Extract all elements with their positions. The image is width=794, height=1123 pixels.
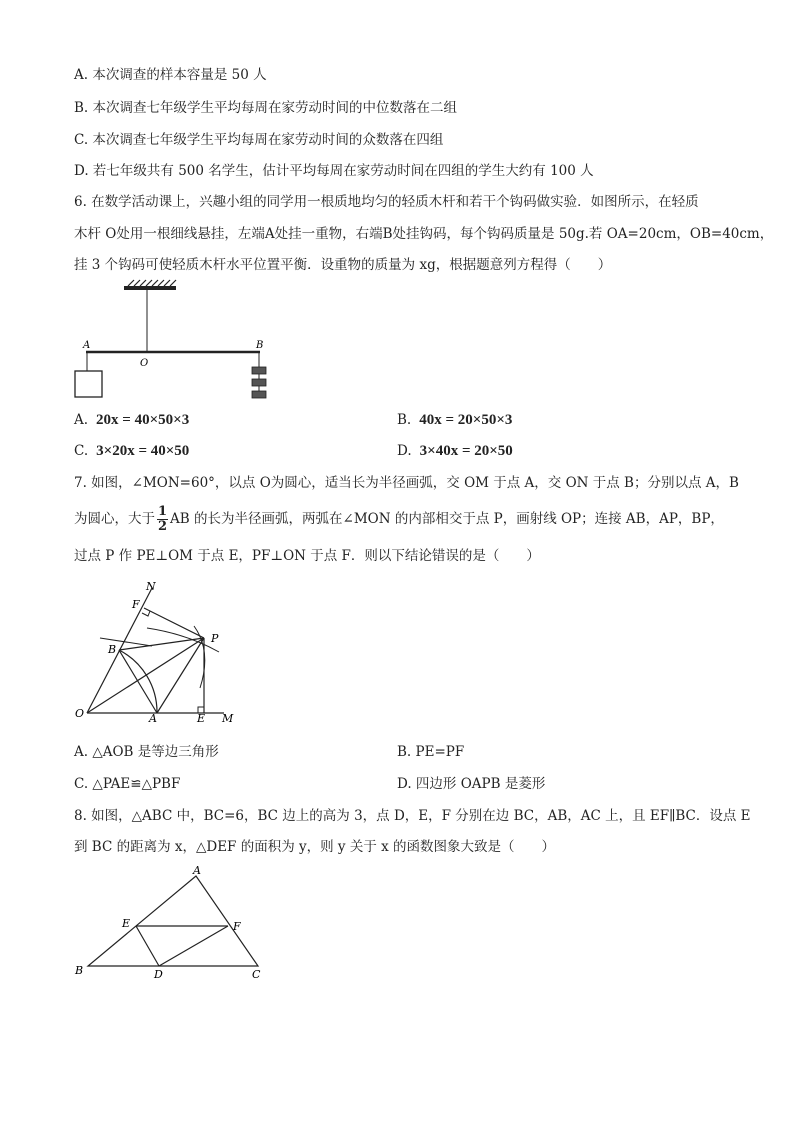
hook-weights: [252, 367, 266, 398]
q5-option-c: C. 本次调查七年级学生平均每周在家劳动时间的众数落在四组: [74, 132, 444, 148]
arc-center-a: [194, 626, 205, 688]
label-a: A: [193, 864, 201, 877]
q6-option-c: [74, 442, 189, 460]
segment-bp: [119, 638, 204, 650]
segment-ap: [157, 638, 204, 713]
q7-angle-figure: [72, 576, 242, 726]
q6-option-c-equation: 3×20x = 40×50: [96, 443, 190, 459]
q5-option-d: D. 若七年级共有 500 名学生，估计平均每周在家劳动时间在四组的学生大约有 100 人: [74, 163, 594, 179]
ceiling-bar: [124, 286, 176, 290]
label-e: E: [122, 917, 131, 930]
q8-stem-line1: 8. 如图，△ABC 中，BC=6，BC 边上的高为 3，点 D，E，F 分别在边 BC，AB，AC 上，且 EF∥BC．设点 E: [74, 808, 751, 824]
heavy-object: [75, 371, 102, 397]
q5-option-b: B. 本次调查七年级学生平均每周在家劳动时间的中位数落在二组: [74, 100, 458, 116]
q8-triangle-figure: [70, 864, 270, 982]
fraction-one-half: [157, 505, 168, 534]
label-a: A: [83, 340, 91, 351]
ray-op: [87, 638, 204, 713]
q5-option-a: A. 本次调查的样本容量是 50 人: [74, 67, 267, 83]
q7-option-d: D. 四边形 OAPB 是菱形: [397, 776, 546, 792]
q7-option-c: C. △PAE≌△PBF: [74, 776, 181, 792]
q6-option-a-letter: A.: [74, 412, 89, 428]
segment-ab: [119, 650, 157, 713]
q6-option-c-letter: C.: [74, 443, 89, 459]
label-f: F: [132, 598, 140, 611]
q6-option-d-equation: 3×40x = 20×50: [419, 443, 513, 459]
label-f: F: [233, 920, 241, 933]
fraction-numerator: 1: [158, 504, 168, 519]
q6-stem-line1: 6. 在数学活动课上，兴趣小组的同学用一根质地均匀的轻质木杆和若干个钩码做实验．如图所示，在轻质: [74, 194, 699, 210]
right-angle-f: [142, 611, 150, 616]
label-m: M: [222, 712, 234, 725]
label-o: O: [140, 358, 149, 369]
q7-stem-line3: 过点 P 作 PE⊥OM 于点 E，PF⊥ON 于点 F．则以下结论错误的是（ ）: [74, 548, 540, 564]
q6-option-a: [74, 411, 189, 429]
q6-stem-line3: 挂 3 个钩码可使轻质木杆水平位置平衡．设重物的质量为 xg，根据题意列方程得（ ）: [74, 257, 612, 273]
q7-stem-line2-end: AB 的长为半径画弧，两弧在∠MON 的内部相交于点 P，画射线 OP；连接 AB，AP，BP，: [170, 511, 724, 527]
q7-option-b: B. PE=PF: [397, 744, 465, 760]
label-o: O: [75, 707, 85, 720]
q6-lever-figure: [70, 278, 270, 404]
q6-option-d-letter: D.: [397, 443, 412, 459]
q6-stem-line2: 木杆 O处用一根细线悬挂，左端A处挂一重物，右端B处挂钩码，每个钩码质量是 50g.若 OA=20cm，OB=40cm，: [74, 226, 774, 242]
label-c: C: [252, 968, 261, 981]
q6-option-b: [397, 411, 512, 429]
q6-option-a-equation: 20x = 40×50×3: [96, 412, 190, 428]
q7-stem-line1: 7. 如图，∠MON=60°，以点 O为圆心，适当长为半径画弧，交 OM 于点 A，交 ON 于点 B；分别以点 A，B: [74, 475, 739, 491]
q6-option-d: [397, 442, 513, 460]
label-b: B: [75, 964, 84, 977]
label-a: A: [149, 712, 157, 725]
q7-stem-line2-start: 为圆心，大于: [74, 511, 155, 527]
q6-option-b-equation: 40x = 20×50×3: [419, 412, 513, 428]
label-b: B: [256, 340, 264, 351]
label-d: D: [154, 968, 163, 981]
q7-stem-line2: [74, 505, 724, 534]
label-e: E: [197, 712, 206, 725]
ceiling-hatch: [128, 280, 176, 286]
label-p: P: [211, 632, 219, 645]
label-n: N: [146, 580, 156, 593]
label-b: B: [108, 643, 117, 656]
arc-center-b: [147, 628, 219, 652]
q7-option-a: A. △AOB 是等边三角形: [74, 744, 219, 760]
segment-fd: [159, 926, 228, 966]
q6-option-b-letter: B.: [397, 412, 412, 428]
segment-ed: [136, 926, 159, 966]
q8-stem-line2: 到 BC 的距离为 x，△DEF 的面积为 y，则 y 关于 x 的函数图象大致是（ ）: [74, 839, 556, 855]
fraction-denominator: 2: [158, 519, 168, 534]
